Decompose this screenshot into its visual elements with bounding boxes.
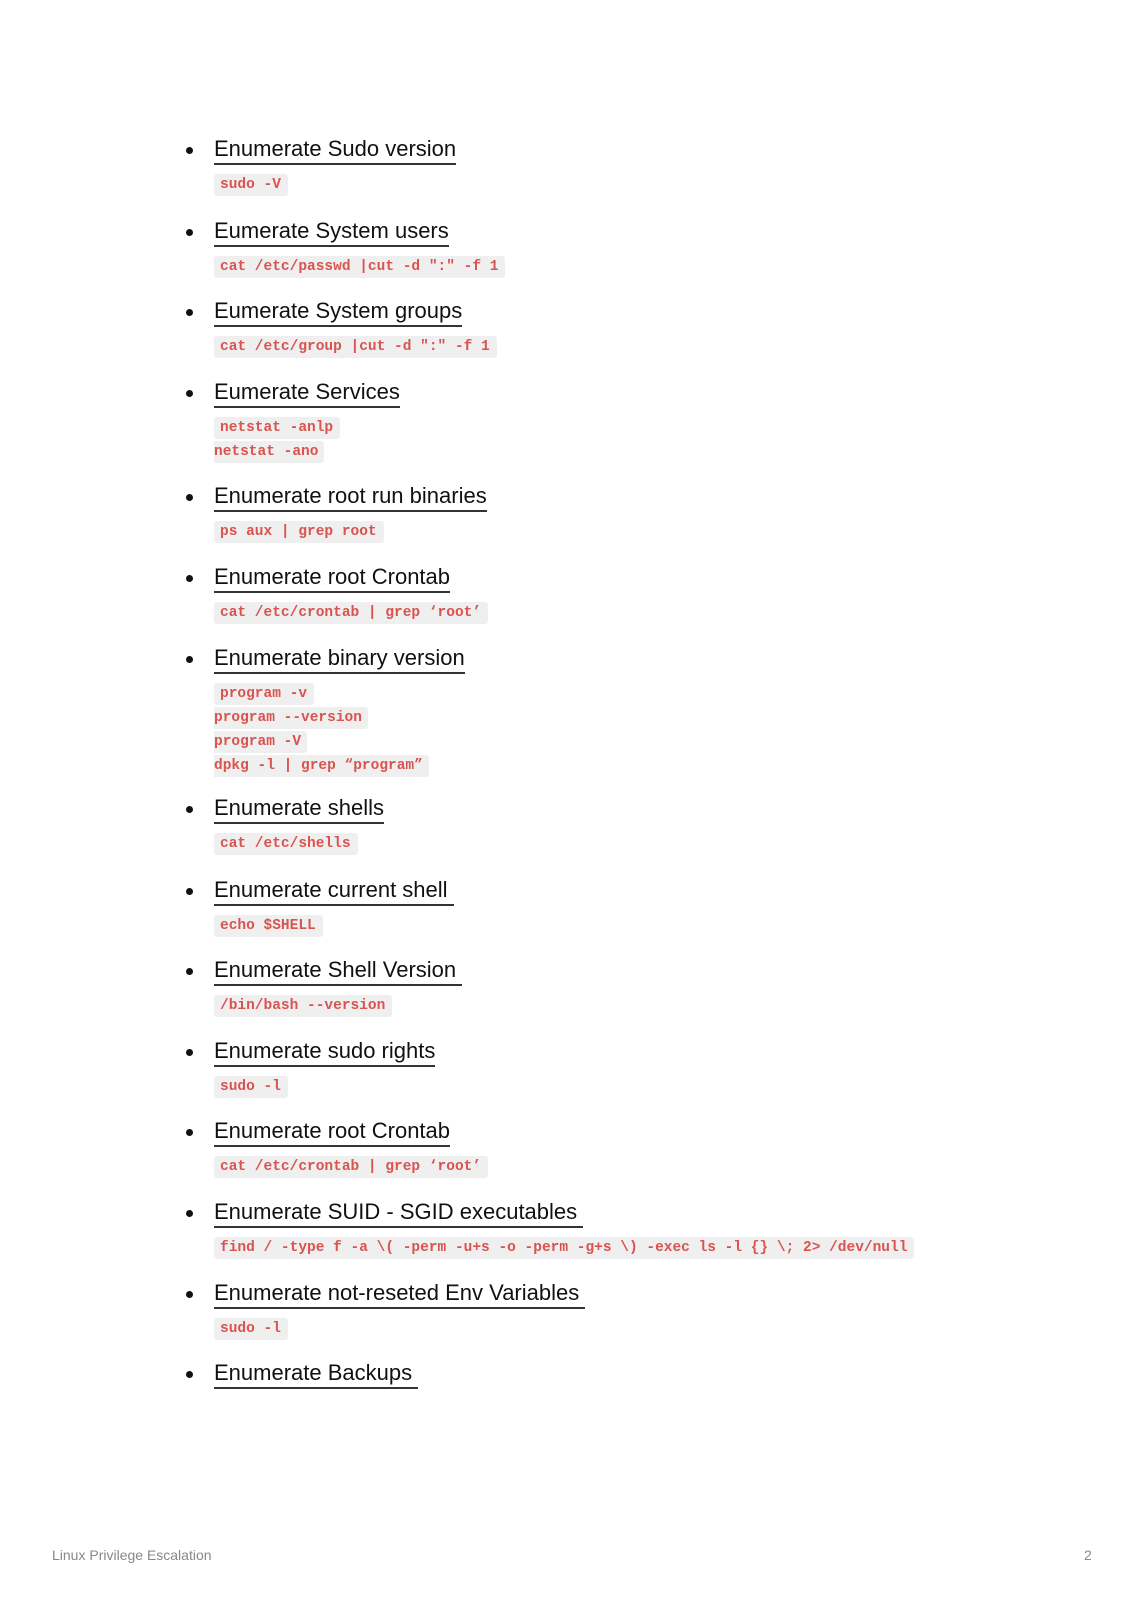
code-snippet: find / -type f -a \( -perm -u+s -o -perm -g+s \) -exec ls -l {} \; 2> /dev/null [214, 1237, 914, 1259]
bullet-icon [186, 229, 193, 236]
section-heading: Enumerate root run binaries [214, 483, 487, 512]
code-snippet: cat /etc/shells [214, 833, 358, 855]
bullet-icon [186, 1371, 193, 1378]
bullet-icon [186, 806, 193, 813]
bullet-icon [186, 1129, 193, 1136]
section-heading: Enumerate SUID - SGID executables [214, 1199, 583, 1228]
bullet-icon [186, 575, 193, 582]
section-heading: Enumerate sudo rights [214, 1038, 435, 1067]
section-heading: Enumerate root Crontab [214, 1118, 450, 1147]
code-snippet: netstat -anlp [214, 417, 340, 439]
code-snippet: cat /etc/crontab | grep ‘root’ [214, 602, 488, 624]
code-snippet: sudo -l [214, 1318, 288, 1340]
page-number: 2 [1084, 1547, 1092, 1563]
section-heading: Eumerate System users [214, 218, 449, 247]
bullet-icon [186, 147, 193, 154]
code-snippet: cat /etc/crontab | grep ‘root’ [214, 1156, 488, 1178]
code-snippet: dpkg -l | grep “program” [214, 755, 429, 777]
section-heading: Enumerate shells [214, 795, 384, 824]
section-heading: Enumerate Sudo version [214, 136, 456, 165]
bullet-icon [186, 656, 193, 663]
code-snippet: cat /etc/group |cut -d ":" -f 1 [214, 336, 497, 358]
section-heading: Enumerate Backups [214, 1360, 418, 1389]
code-snippet: program --version [214, 707, 368, 729]
code-snippet: sudo -l [214, 1076, 288, 1098]
bullet-icon [186, 309, 193, 316]
code-snippet: program -V [214, 731, 307, 753]
code-snippet: echo $SHELL [214, 915, 323, 937]
code-snippet: /bin/bash --version [214, 995, 392, 1017]
section-heading: Enumerate not-reseted Env Variables [214, 1280, 585, 1309]
bullet-icon [186, 888, 193, 895]
section-heading: Enumerate root Crontab [214, 564, 450, 593]
footer-title: Linux Privilege Escalation [52, 1547, 212, 1563]
section-heading: Enumerate binary version [214, 645, 465, 674]
section-heading: Eumerate Services [214, 379, 400, 408]
section-heading: Enumerate Shell Version [214, 957, 462, 986]
code-snippet: netstat -ano [214, 441, 324, 463]
code-snippet: cat /etc/passwd |cut -d ":" -f 1 [214, 256, 505, 278]
section-heading: Enumerate current shell [214, 877, 454, 906]
bullet-icon [186, 1291, 193, 1298]
bullet-icon [186, 968, 193, 975]
code-snippet: ps aux | grep root [214, 521, 384, 543]
section-heading: Eumerate System groups [214, 298, 462, 327]
bullet-icon [186, 390, 193, 397]
bullet-icon [186, 494, 193, 501]
bullet-icon [186, 1049, 193, 1056]
bullet-icon [186, 1210, 193, 1217]
code-snippet: program -v [214, 683, 314, 705]
code-snippet: sudo -V [214, 174, 288, 196]
